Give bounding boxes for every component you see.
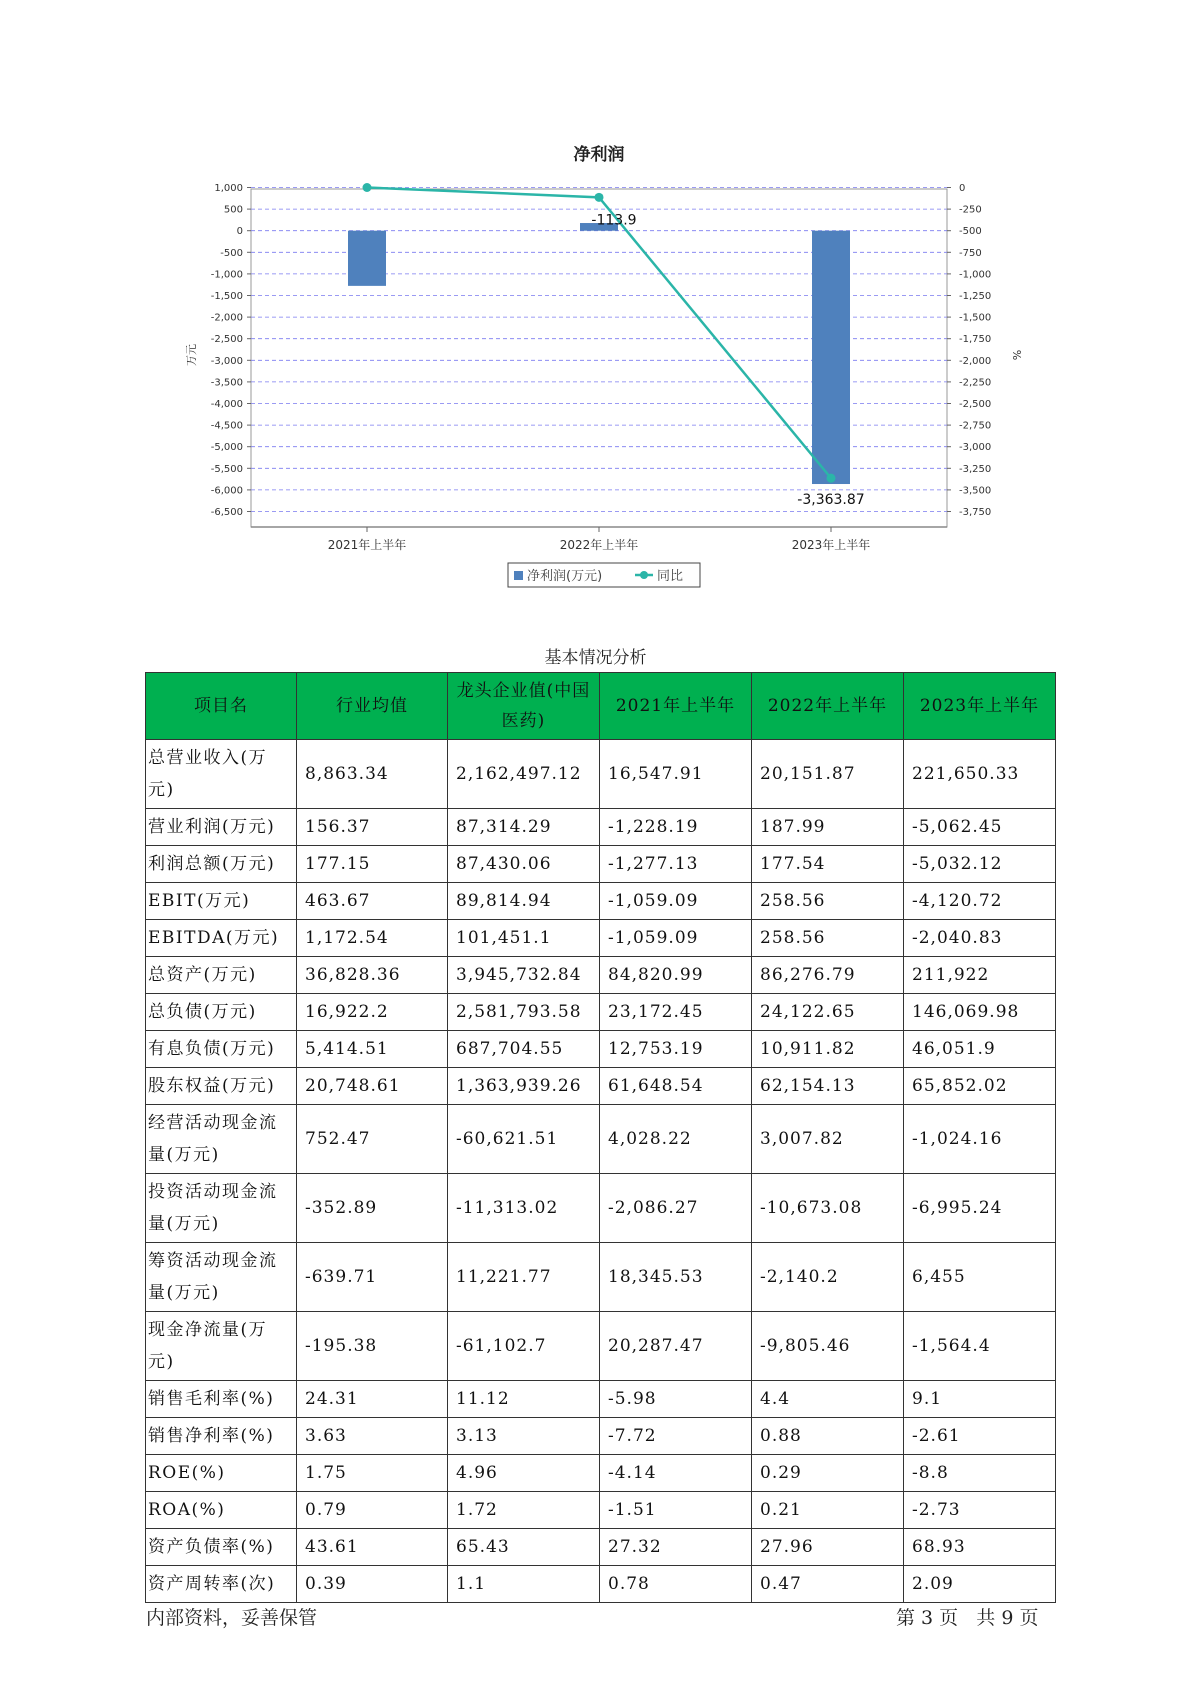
legend-line-marker bbox=[640, 571, 648, 579]
y2-tick-label: -1,750 bbox=[959, 334, 992, 346]
yoy-point bbox=[363, 183, 372, 192]
value-cell: 1.1 bbox=[448, 1566, 600, 1603]
value-cell: 3.63 bbox=[297, 1418, 448, 1455]
legend-bar-swatch bbox=[514, 571, 523, 580]
value-cell: 177.54 bbox=[752, 846, 904, 883]
legend-line-label: 同比 bbox=[657, 569, 684, 584]
y-tick-label: -1,500 bbox=[210, 291, 243, 302]
value-cell: 3,945,732.84 bbox=[448, 957, 600, 994]
value-cell: -61,102.7 bbox=[448, 1312, 600, 1381]
row-label-cell: 经营活动现金流量(万元) bbox=[146, 1105, 297, 1174]
value-cell: 62,154.13 bbox=[752, 1068, 904, 1105]
value-cell: -5,032.12 bbox=[904, 846, 1056, 883]
value-cell: 24.31 bbox=[297, 1381, 448, 1418]
value-cell: 16,922.2 bbox=[297, 994, 448, 1031]
y2-tick-label: -750 bbox=[959, 247, 982, 259]
header-industry-avg: 行业均值 bbox=[297, 673, 448, 740]
y-tick-label: -3,000 bbox=[210, 355, 243, 367]
table-row bbox=[146, 809, 1056, 846]
value-cell: 87,430.06 bbox=[448, 846, 600, 883]
y-tick-label: -1,000 bbox=[210, 269, 243, 281]
value-cell: -352.89 bbox=[297, 1174, 448, 1243]
value-cell: -2,040.83 bbox=[904, 920, 1056, 957]
row-label-cell: 现金净流量(万元) bbox=[146, 1312, 297, 1381]
y-tick-label: -3,500 bbox=[210, 377, 243, 389]
y2-tick-label: -3,250 bbox=[959, 463, 992, 475]
row-label-cell: 投资活动现金流量(万元) bbox=[146, 1174, 297, 1243]
value-cell: 1.75 bbox=[297, 1455, 448, 1492]
y-tick-label: 0 bbox=[236, 226, 243, 238]
value-cell: -5,062.45 bbox=[904, 809, 1056, 846]
row-label-cell: EBITDA(万元) bbox=[146, 920, 297, 957]
value-cell: -1,277.13 bbox=[600, 846, 752, 883]
value-cell: 65.43 bbox=[448, 1529, 600, 1566]
row-label-cell: 资产负债率(%) bbox=[146, 1529, 297, 1566]
value-cell: 20,287.47 bbox=[600, 1312, 752, 1381]
data-label: -3,363.87 bbox=[797, 492, 865, 509]
value-cell: -1,059.09 bbox=[600, 883, 752, 920]
y2-tick-label: -1,000 bbox=[959, 269, 992, 281]
value-cell: 9.1 bbox=[904, 1381, 1056, 1418]
table-row bbox=[146, 1312, 1056, 1381]
value-cell: -11,313.02 bbox=[448, 1174, 600, 1243]
y-tick-label: -4,000 bbox=[210, 399, 243, 410]
value-cell: 86,276.79 bbox=[752, 957, 904, 994]
y2-tick-label: -3,500 bbox=[959, 485, 992, 497]
value-cell: 6,455 bbox=[904, 1243, 1056, 1312]
value-cell: 0.39 bbox=[297, 1566, 448, 1603]
chart-title: 净利润 bbox=[573, 145, 625, 165]
table-title: 基本情况分析 bbox=[544, 648, 647, 668]
yoy-point bbox=[595, 193, 604, 202]
value-cell: 1,172.54 bbox=[297, 920, 448, 957]
y-tick-label: 500 bbox=[223, 204, 243, 216]
table-row bbox=[146, 1068, 1056, 1105]
value-cell: 1.72 bbox=[448, 1492, 600, 1529]
value-cell: 24,122.65 bbox=[752, 994, 904, 1031]
header-leader-value: 龙头企业值(中国医药) bbox=[448, 673, 600, 740]
data-label: -113.9 bbox=[591, 212, 637, 229]
value-cell: 89,814.94 bbox=[448, 883, 600, 920]
table-row bbox=[146, 957, 1056, 994]
value-cell: 211,922 bbox=[904, 957, 1056, 994]
table-row bbox=[146, 1566, 1056, 1603]
row-label-cell: 有息负债(万元) bbox=[146, 1031, 297, 1068]
value-cell: 4.96 bbox=[448, 1455, 600, 1492]
value-cell: -10,673.08 bbox=[752, 1174, 904, 1243]
y2-tick-label: -500 bbox=[959, 226, 982, 238]
table-header-row bbox=[146, 673, 1056, 740]
value-cell: 36,828.36 bbox=[297, 957, 448, 994]
row-label-cell: 销售毛利率(%) bbox=[146, 1381, 297, 1418]
value-cell: 0.21 bbox=[752, 1492, 904, 1529]
row-label-cell: ROA(%) bbox=[146, 1492, 297, 1529]
row-label-cell: 营业利润(万元) bbox=[146, 809, 297, 846]
table-row bbox=[146, 1529, 1056, 1566]
y-tick-label: -4,500 bbox=[210, 420, 243, 432]
value-cell: -1.51 bbox=[600, 1492, 752, 1529]
table-row bbox=[146, 1174, 1056, 1243]
y2-tick-label: -1,250 bbox=[959, 291, 992, 302]
value-cell: 16,547.91 bbox=[600, 740, 752, 809]
value-cell: -2,086.27 bbox=[600, 1174, 752, 1243]
table-row bbox=[146, 994, 1056, 1031]
value-cell: 0.29 bbox=[752, 1455, 904, 1492]
value-cell: 0.79 bbox=[297, 1492, 448, 1529]
table-row bbox=[146, 1418, 1056, 1455]
value-cell: 101,451.1 bbox=[448, 920, 600, 957]
value-cell: -8.8 bbox=[904, 1455, 1056, 1492]
value-cell: 27.96 bbox=[752, 1529, 904, 1566]
value-cell: -60,621.51 bbox=[448, 1105, 600, 1174]
y2-tick-label: -2,750 bbox=[959, 420, 992, 432]
y2-tick-label: -3,000 bbox=[959, 442, 992, 454]
value-cell: 146,069.98 bbox=[904, 994, 1056, 1031]
value-cell: 43.61 bbox=[297, 1529, 448, 1566]
value-cell: 5,414.51 bbox=[297, 1031, 448, 1068]
x-tick-label: 2023年上半年 bbox=[791, 538, 871, 552]
table-row bbox=[146, 883, 1056, 920]
yoy-point bbox=[827, 474, 836, 483]
analysis-table bbox=[145, 672, 1056, 1603]
value-cell: 2,162,497.12 bbox=[448, 740, 600, 809]
value-cell: 11,221.77 bbox=[448, 1243, 600, 1312]
value-cell: -1,024.16 bbox=[904, 1105, 1056, 1174]
value-cell: 8,863.34 bbox=[297, 740, 448, 809]
row-label-cell: ROE(%) bbox=[146, 1455, 297, 1492]
row-label-cell: 筹资活动现金流量(万元) bbox=[146, 1243, 297, 1312]
value-cell: 752.47 bbox=[297, 1105, 448, 1174]
value-cell: 4.4 bbox=[752, 1381, 904, 1418]
table-row bbox=[146, 1243, 1056, 1312]
y-tick-label: -5,500 bbox=[210, 463, 243, 475]
table-row bbox=[146, 1492, 1056, 1529]
y2-tick-label: -250 bbox=[959, 204, 982, 216]
y2-tick-label: -1,500 bbox=[959, 312, 992, 324]
net-profit-chart bbox=[0, 0, 1191, 600]
value-cell: 156.37 bbox=[297, 809, 448, 846]
value-cell: 187.99 bbox=[752, 809, 904, 846]
value-cell: 65,852.02 bbox=[904, 1068, 1056, 1105]
table-row bbox=[146, 846, 1056, 883]
value-cell: 84,820.99 bbox=[600, 957, 752, 994]
value-cell: -1,564.4 bbox=[904, 1312, 1056, 1381]
bar bbox=[348, 231, 386, 286]
value-cell: 4,028.22 bbox=[600, 1105, 752, 1174]
value-cell: 23,172.45 bbox=[600, 994, 752, 1031]
value-cell: -195.38 bbox=[297, 1312, 448, 1381]
value-cell: 258.56 bbox=[752, 920, 904, 957]
row-label-cell: EBIT(万元) bbox=[146, 883, 297, 920]
value-cell: 463.67 bbox=[297, 883, 448, 920]
y-tick-label: -6,000 bbox=[210, 485, 243, 497]
y2-tick-label: 0 bbox=[959, 183, 966, 194]
footer-page-number: 第 3 页 共 9 页 bbox=[896, 1607, 1039, 1629]
value-cell: 2,581,793.58 bbox=[448, 994, 600, 1031]
y-tick-label: -2,500 bbox=[210, 334, 243, 346]
value-cell: -5.98 bbox=[600, 1381, 752, 1418]
value-cell: 20,748.61 bbox=[297, 1068, 448, 1105]
row-label-cell: 股东权益(万元) bbox=[146, 1068, 297, 1105]
value-cell: -6,995.24 bbox=[904, 1174, 1056, 1243]
value-cell: -7.72 bbox=[600, 1418, 752, 1455]
legend-bar-label: 净利润(万元) bbox=[527, 569, 603, 584]
value-cell: 10,911.82 bbox=[752, 1031, 904, 1068]
value-cell: -1,228.19 bbox=[600, 809, 752, 846]
row-label-cell: 销售净利率(%) bbox=[146, 1418, 297, 1455]
value-cell: 3.13 bbox=[448, 1418, 600, 1455]
y-tick-label: -5,000 bbox=[210, 442, 243, 454]
x-tick-label: 2022年上半年 bbox=[559, 538, 639, 552]
table-row bbox=[146, 920, 1056, 957]
value-cell: 687,704.55 bbox=[448, 1031, 600, 1068]
header-2023h1: 2023年上半年 bbox=[904, 673, 1056, 740]
y-tick-label: 1,000 bbox=[214, 183, 243, 194]
y2-axis-label: % bbox=[1010, 349, 1023, 361]
value-cell: 11.12 bbox=[448, 1381, 600, 1418]
header-item-name: 项目名 bbox=[146, 673, 297, 740]
footer-confidential-note: 内部资料，妥善保管 bbox=[146, 1607, 318, 1629]
value-cell: 18,345.53 bbox=[600, 1243, 752, 1312]
y-axis-label: 万元 bbox=[185, 344, 198, 366]
x-tick-label: 2021年上半年 bbox=[327, 538, 407, 552]
header-2022h1: 2022年上半年 bbox=[752, 673, 904, 740]
value-cell: -639.71 bbox=[297, 1243, 448, 1312]
y-tick-label: -2,000 bbox=[210, 312, 243, 324]
table-row bbox=[146, 1455, 1056, 1492]
table-row bbox=[146, 1105, 1056, 1174]
row-label-cell: 利润总额(万元) bbox=[146, 846, 297, 883]
value-cell: -2.73 bbox=[904, 1492, 1056, 1529]
chart-svg bbox=[0, 0, 1191, 600]
row-label-cell: 总负债(万元) bbox=[146, 994, 297, 1031]
value-cell: 221,650.33 bbox=[904, 740, 1056, 809]
value-cell: 0.47 bbox=[752, 1566, 904, 1603]
value-cell: 68.93 bbox=[904, 1529, 1056, 1566]
value-cell: -1,059.09 bbox=[600, 920, 752, 957]
value-cell: 3,007.82 bbox=[752, 1105, 904, 1174]
value-cell: 1,363,939.26 bbox=[448, 1068, 600, 1105]
value-cell: -2,140.2 bbox=[752, 1243, 904, 1312]
value-cell: 0.78 bbox=[600, 1566, 752, 1603]
header-2021h1: 2021年上半年 bbox=[600, 673, 752, 740]
bar bbox=[812, 231, 850, 484]
table-row bbox=[146, 740, 1056, 809]
row-label-cell: 总营业收入(万元) bbox=[146, 740, 297, 809]
value-cell: 27.32 bbox=[600, 1529, 752, 1566]
y-tick-label: -500 bbox=[220, 247, 243, 259]
y2-tick-label: -2,500 bbox=[959, 399, 992, 410]
value-cell: 20,151.87 bbox=[752, 740, 904, 809]
value-cell: 0.88 bbox=[752, 1418, 904, 1455]
row-label-cell: 总资产(万元) bbox=[146, 957, 297, 994]
y-tick-label: -6,500 bbox=[210, 507, 243, 518]
value-cell: -2.61 bbox=[904, 1418, 1056, 1455]
value-cell: 258.56 bbox=[752, 883, 904, 920]
value-cell: 46,051.9 bbox=[904, 1031, 1056, 1068]
table-row bbox=[146, 1381, 1056, 1418]
y2-tick-label: -2,250 bbox=[959, 377, 992, 389]
value-cell: -4,120.72 bbox=[904, 883, 1056, 920]
y2-tick-label: -3,750 bbox=[959, 507, 992, 518]
value-cell: -4.14 bbox=[600, 1455, 752, 1492]
table-row bbox=[146, 1031, 1056, 1068]
value-cell: 2.09 bbox=[904, 1566, 1056, 1603]
value-cell: 61,648.54 bbox=[600, 1068, 752, 1105]
y2-tick-label: -2,000 bbox=[959, 355, 992, 367]
value-cell: 12,753.19 bbox=[600, 1031, 752, 1068]
value-cell: 177.15 bbox=[297, 846, 448, 883]
value-cell: -9,805.46 bbox=[752, 1312, 904, 1381]
value-cell: 87,314.29 bbox=[448, 809, 600, 846]
row-label-cell: 资产周转率(次) bbox=[146, 1566, 297, 1603]
